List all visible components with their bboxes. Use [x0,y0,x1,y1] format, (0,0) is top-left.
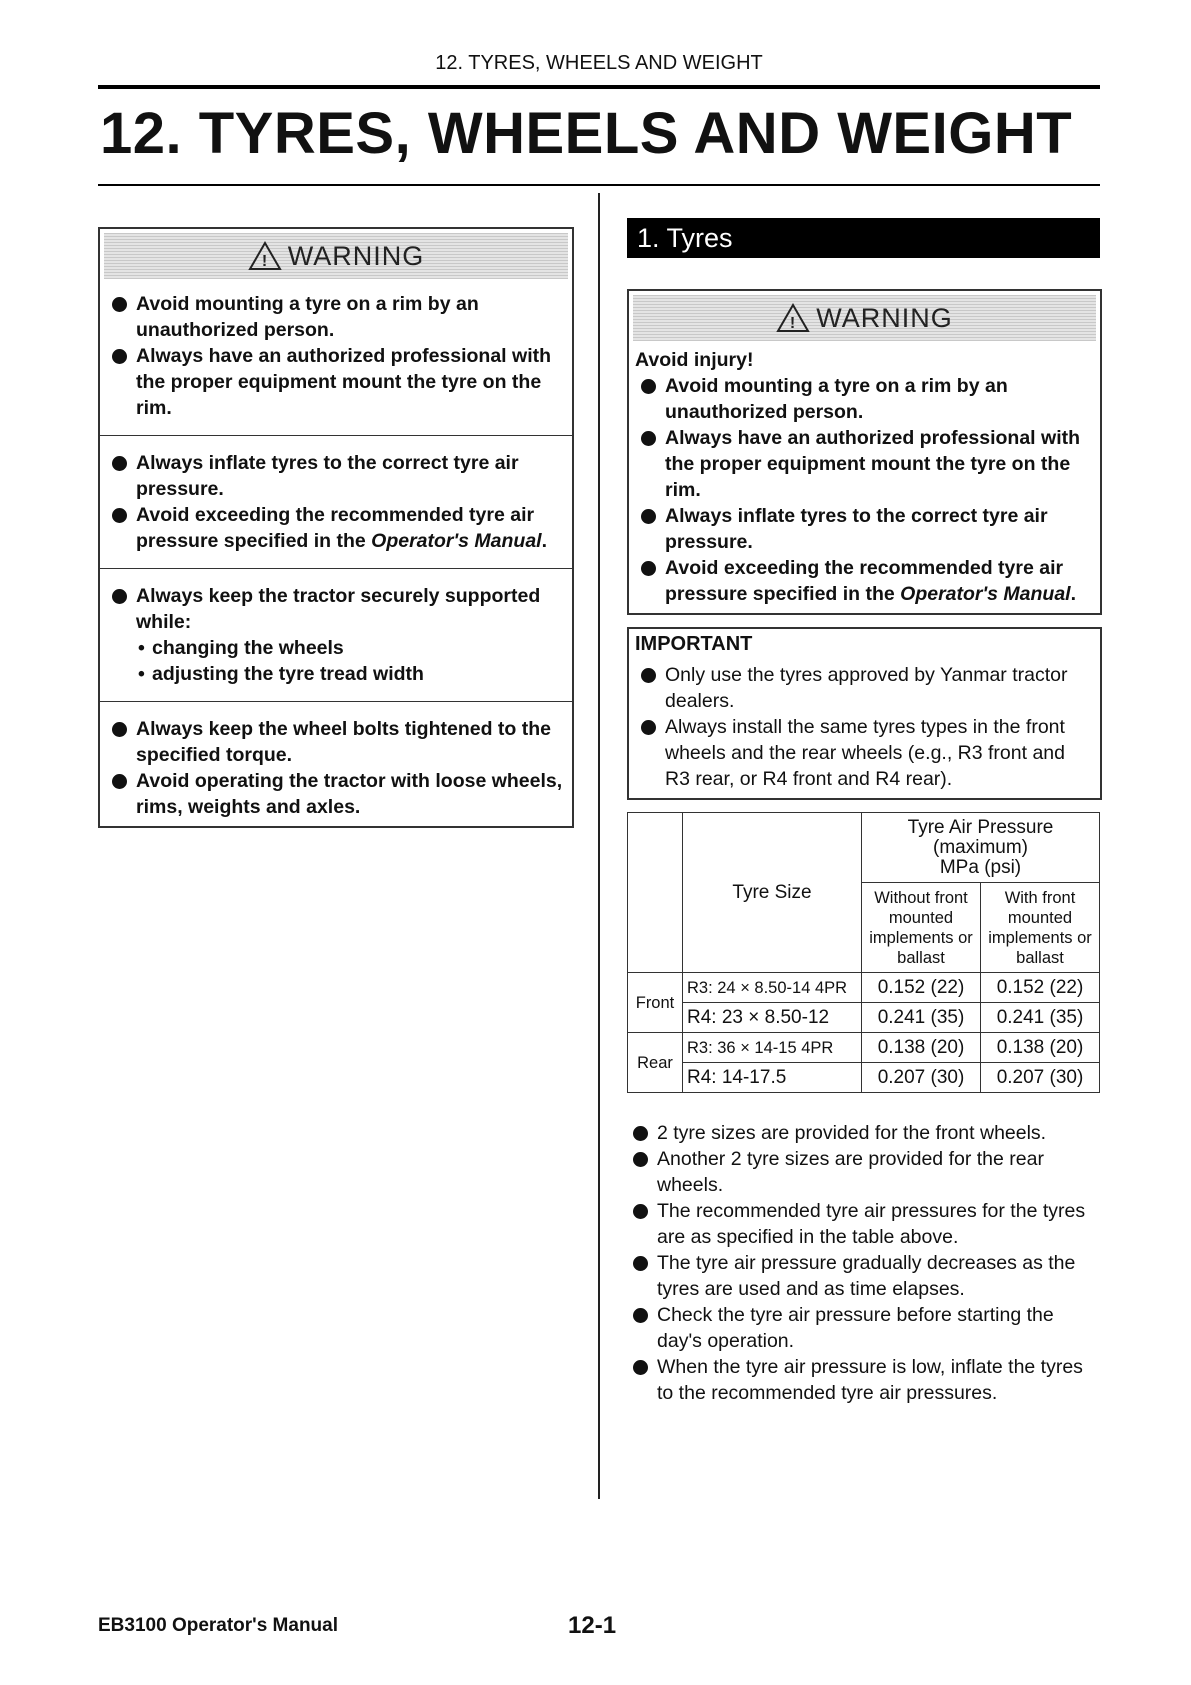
list-item: Another 2 tyre sizes are provided for the rear wheels. [627,1146,1102,1198]
pressure-cell: 0.152 (22) [862,973,981,1003]
list-item: Always have an authorized professional with the proper equipment mount the tyre on the rim. [635,425,1092,503]
list-item: Always inflate tyres to the correct tyre air pressure. [635,503,1092,555]
warning-group-pressure [100,435,572,568]
column-divider [598,193,600,1499]
warning-intro: Avoid injury! [635,349,754,371]
tyre-size-cell: R4: 14-17.5 [683,1063,862,1093]
chapter-title: 12. TYRES, WHEELS AND WEIGHT [100,101,1073,166]
tyre-size-cell: R4: 23 × 8.50-12 [683,1003,862,1033]
tyre-size-cell: R3: 24 × 8.50-14 4PR [683,973,862,1003]
list-item [635,555,1092,607]
sub-list-item: • changing the wheels [136,635,564,661]
without-implements-header: Without front mounted implements or ballast [862,883,981,973]
list-item: 2 tyre sizes are provided for the front wheels. [627,1120,1102,1146]
table-row [628,1063,1100,1093]
text-span: . [541,530,548,552]
warning-triangle-icon [248,241,282,271]
list-item: Always install the same tyres types in the front wheels and the rear wheels (e.g., R3 front and R3 rear, or R4 front and R4 rear). [635,714,1092,792]
pressure-cell: 0.241 (35) [862,1003,981,1033]
pressure-cell: 0.241 (35) [981,1003,1100,1033]
pressure-header-line: MPa (psi) [939,856,1022,878]
warning-group-mounting [100,285,572,435]
sub-list-item: • adjusting the tyre tread width [136,661,564,687]
list-item: Avoid mounting a tyre on a rim by an unauthorized person. [106,291,564,343]
table-corner-cell [628,813,683,973]
list-item: When the tyre air pressure is low, inflate the tyres to the recommended tyre air pressures. [627,1354,1102,1406]
with-implements-header: With front mounted implements or ballast [981,883,1100,973]
tyre-size-cell: R3: 36 × 14-15 4PR [683,1033,862,1063]
important-title: IMPORTANT [635,633,753,655]
pressure-cell: 0.152 (22) [981,973,1100,1003]
list-item [106,502,564,554]
pressure-cell: 0.207 (30) [862,1063,981,1093]
pressure-cell: 0.138 (20) [981,1033,1100,1063]
pressure-header-line: Tyre Air Pressure [907,816,1054,838]
pressure-cell: 0.138 (20) [862,1033,981,1063]
table-row [628,973,1100,1003]
warning-triangle-icon [776,303,810,333]
list-item: Avoid operating the tractor with loose wheels, rims, weights and axles. [106,768,564,820]
pressure-cell: 0.207 (30) [981,1063,1100,1093]
list-item: Always keep the tractor securely supported while: [106,583,564,635]
warning-group-support [100,568,572,701]
footer-manual-title: EB3100 Operator's Manual [98,1615,338,1636]
list-item: Check the tyre air pressure before starting the day's operation. [627,1302,1102,1354]
list-item: Only use the tyres approved by Yanmar tractor dealers. [635,662,1092,714]
manual-reference: Operator's Manual [371,530,542,552]
important-box [627,627,1102,800]
list-item: Always have an authorized professional with the proper equipment mount the tyre on the rim. [106,343,564,421]
list-item: The recommended tyre air pressures for the tyres are as specified in the table above. [627,1198,1102,1250]
front-label: Front [628,973,683,1033]
tyre-size-header: Tyre Size [683,813,862,973]
warning-banner [104,233,568,279]
table-row [628,1003,1100,1033]
warning-label: WARNING [816,302,953,333]
svg-text:!: ! [261,253,268,270]
text-span: Avoid exceeding the recommended tyre air pressure specified in the [665,557,1064,605]
tyre-pressure-table [627,812,1100,1093]
title-rule [98,184,1100,186]
list-item: Always keep the wheel bolts tightened to the specified torque. [106,716,564,768]
svg-text:!: ! [790,315,797,332]
right-warning-box [627,289,1102,615]
section-title: 1. Tyres [627,218,1100,258]
page-number: 12-1 [568,1612,617,1639]
list-item: Avoid mounting a tyre on a rim by an unauthorized person. [635,373,1092,425]
text-span: . [1070,583,1077,605]
list-item: Always inflate tyres to the correct tyre air pressure. [106,450,564,502]
tyre-notes-list [627,1120,1102,1406]
running-header: 12. TYRES, WHEELS AND WEIGHT [435,52,763,74]
rear-label: Rear [628,1033,683,1093]
left-warning-box [98,227,574,828]
pressure-header [862,813,1100,883]
warning-label: WARNING [287,240,425,271]
warning-banner [633,295,1096,341]
manual-reference: Operator's Manual [900,583,1071,605]
warning-group-bolts [100,701,572,826]
text-span: Avoid exceeding the recommended tyre air pressure specified in the [136,504,535,552]
list-item: The tyre air pressure gradually decreases as the tyres are used and as time elapses. [627,1250,1102,1302]
header-rule [98,85,1100,89]
table-row [628,1033,1100,1063]
pressure-header-line: (maximum) [933,836,1028,858]
